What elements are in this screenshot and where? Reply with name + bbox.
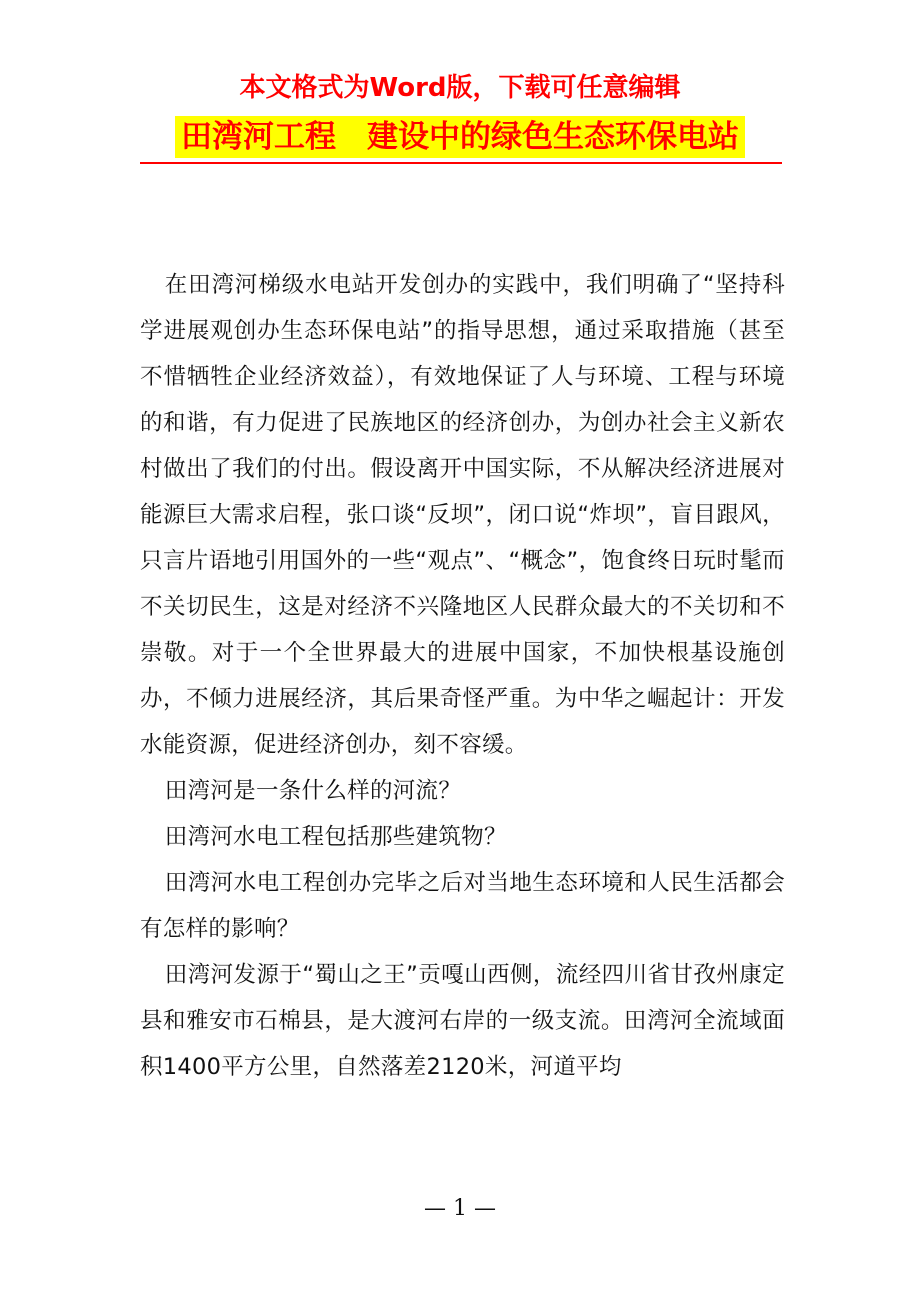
- title-underline: [140, 162, 782, 164]
- paragraph-intro: 在田湾河梯级水电站开发创办的实践中，我们明确了“坚持科学进展观创办生态环保电站”的指导思想，通过采取措施（甚至不惜牺牲企业经济效益），有效地保证了人与环境、工程与环境的和谐，有力促进了民族地区的经济创办，为创办社会主义新农村做出了我们的付出。假设离开中国实际，不从解决经济进展对能源巨大需求启程，张口谈“反坝”，闭口说“炸坝”，盲目跟风，只言片语地引用国外的一些“观点”、“概念”，饱食终日玩时髦而不关切民生，这是对经济不兴隆地区人民群众最大的不关切和不崇敬。对于一个全世界最大的进展中国家，不加快根基设施创办，不倾力进展经济，其后果奇怪严重。为中华之崛起计：开发水能资源，促进经济创办，刻不容缓。: [140, 272, 785, 758]
- page-number: — 1 —: [424, 1196, 496, 1221]
- paragraph-question-structures: 田湾河水电工程包括那些建筑物？: [164, 824, 507, 850]
- document-title: 田湾河工程 建设中的绿色生态环保电站: [175, 116, 745, 158]
- paragraph-question-impact: 田湾河水电工程创办完毕之后对当地生态环境和人民生活都会有怎样的影响？: [140, 870, 785, 942]
- paragraph-question-river: 田湾河是一条什么样的河流？: [164, 778, 462, 804]
- format-notice-banner: 本文格式为Word版，下载可任意编辑: [239, 73, 681, 103]
- document-body: [140, 262, 785, 1090]
- title-container: [0, 116, 920, 158]
- paragraph-river-description: 田湾河发源于“蜀山之王”贡嘎山西侧，流经四川省甘孜州康定县和雅安市石棉县，是大渡河右岸的一级支流。田湾河全流域面积1400平方公里，自然落差2120米，河道平均: [140, 962, 785, 1080]
